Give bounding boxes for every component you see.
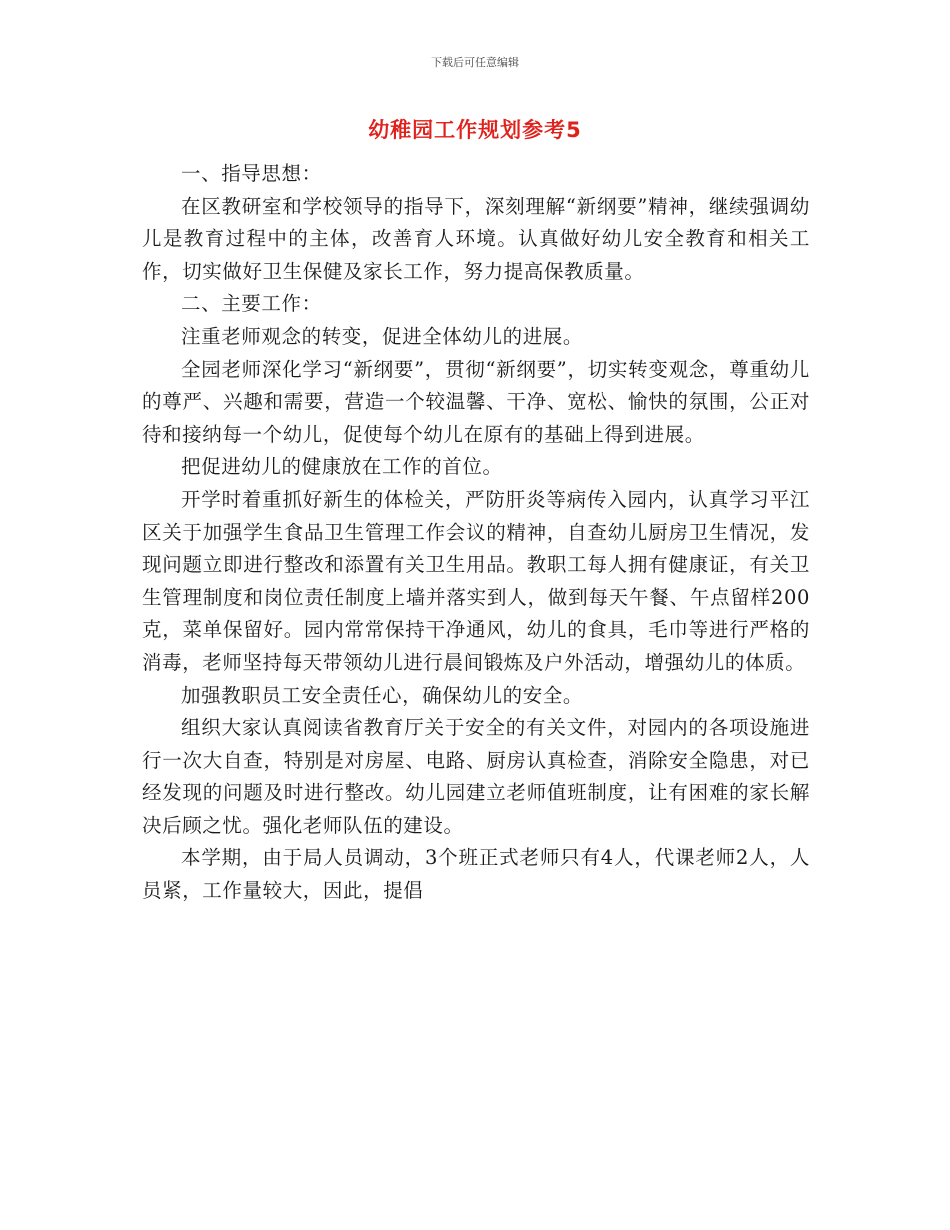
document-body <box>142 158 810 908</box>
body-paragraph: 组织大家认真阅读省教育厅关于安全的有关文件，对园内的各项设施进行一次大自查，特别是对房屋、电路、厨房认真检查，消除安全隐患，对已经发现的问题及时进行整改。幼儿园建立老师值班制度，让有困难的家长解决后顾之忧。强化老师队伍的建设。 <box>142 716 810 837</box>
body-paragraph: 注重老师观念的转变，促进全体幼儿的进展。 <box>181 324 584 348</box>
section-heading-main-work: 二、主要工作： <box>181 292 322 316</box>
page-header-note: 下载后可任意编辑 <box>431 56 519 69</box>
body-paragraph: 加强教职员工安全责任心，确保幼儿的安全。 <box>181 683 584 707</box>
body-paragraph: 在区教研室和学校领导的指导下，深刻理解“新纲要”精神，继续强调幼儿是教育过程中的主体，改善育人环境。认真做好幼儿安全教育和相关工作，切实做好卫生保健及家长工作，努力提高保教质量。 <box>142 194 810 283</box>
body-paragraph: 全园老师深化学习“新纲要”，贯彻“新纲要”，切实转变观念，尊重幼儿的尊严、兴趣和需要，营造一个较温馨、干净、宽松、愉快的氛围，公正对待和接纳每一个幼儿，促使每个幼儿在原有的基础上得到进展。 <box>142 357 810 446</box>
body-paragraph: 本学期，由于局人员调动，3个班正式老师只有4人，代课老师2人，人员紧，工作量较大，因此，提倡 <box>142 846 810 903</box>
section-heading-guiding-ideology: 一、指导思想： <box>181 162 322 185</box>
body-paragraph: 开学时着重抓好新生的体检关，严防肝炎等病传入园内，认真学习平江区关于加强学生食品卫生管理工作会议的精神，自查幼儿厨房卫生情况，发现问题立即进行整改和添置有关卫生用品。教职工每人拥有健康证，有关卫生管理制度和岗位责任制度上墙并落实到人，做到每天午餐、午点留样200克，菜单保留好。园内常常保持干净通风，幼儿的食具，毛巾等进行严格的消毒，老师坚持每天带领幼儿进行晨间锻炼及户外活动，增强幼儿的体质。 <box>142 487 810 674</box>
body-paragraph: 把促进幼儿的健康放在工作的首位。 <box>181 455 503 479</box>
document-title: 幼稚园工作规划参考5 <box>368 118 582 142</box>
